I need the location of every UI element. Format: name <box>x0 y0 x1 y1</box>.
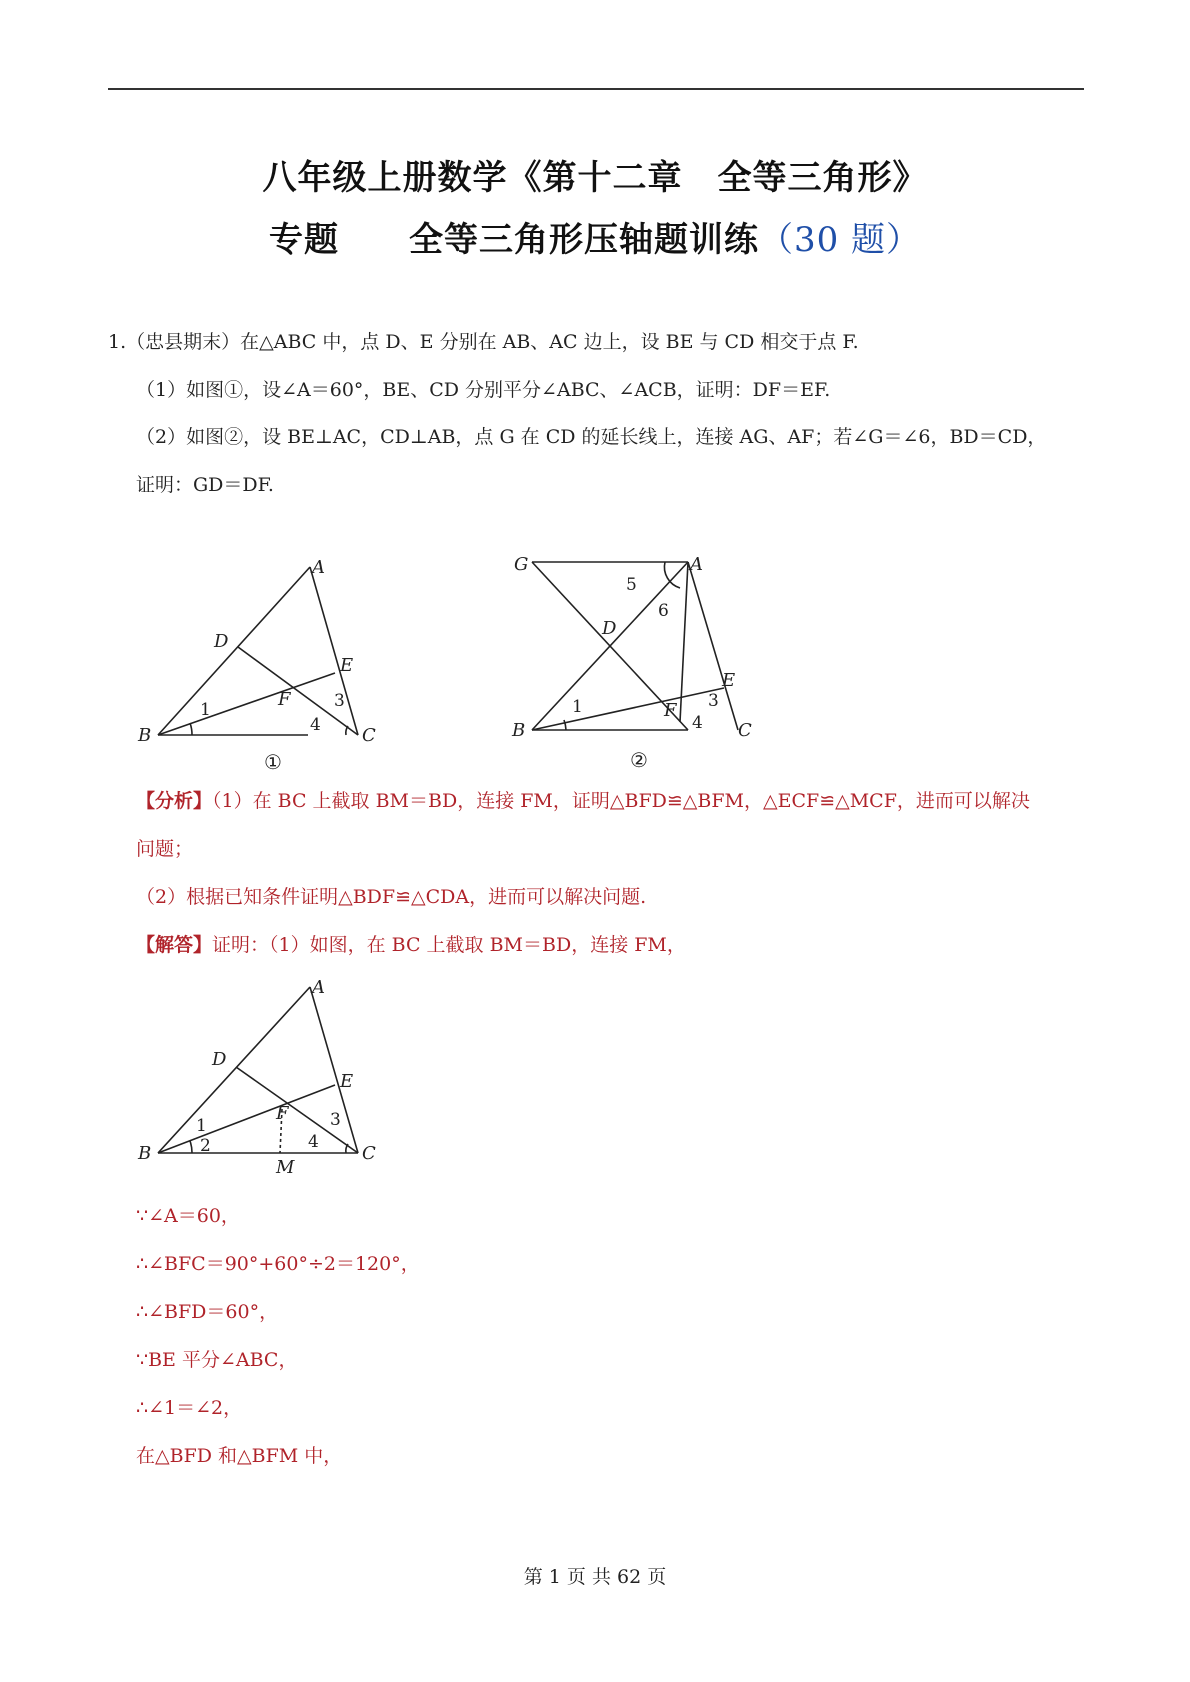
label-angle-2: 2 <box>200 1136 211 1156</box>
page-title: 八年级上册数学《第十二章 全等三角形》 <box>262 158 928 198</box>
answer-intro-text: 证明：（1）如图，在 BC 上截取 BM＝BD，连接 FM， <box>212 934 686 956</box>
label-angle-5: 5 <box>626 575 637 595</box>
answer-intro <box>136 932 686 958</box>
label-e: E <box>722 670 736 691</box>
segment-af <box>680 562 688 722</box>
label-m: M <box>276 1157 295 1178</box>
analysis-line1 <box>136 788 1030 814</box>
analysis-line3: （2）根据已知条件证明△BDF≌△CDA，进而可以解决问题. <box>136 886 647 908</box>
answer-step-6: 在△BFD 和△BFM 中， <box>136 1445 343 1467</box>
analysis-label: 【分析】 <box>136 790 213 812</box>
label-c: C <box>362 1143 376 1164</box>
arc-angle-1-2 <box>190 1141 192 1153</box>
answer-step-3: ∴∠BFD＝60°， <box>136 1301 279 1323</box>
label-e: E <box>340 1071 354 1092</box>
label-angle-3: 3 <box>708 691 719 711</box>
problem-number: 1. <box>108 331 127 353</box>
subtitle-main: 专题 全等三角形压轴题训练 <box>268 220 759 260</box>
label-angle-1: 1 <box>572 697 583 717</box>
label-c: C <box>738 720 752 741</box>
header-rule <box>108 88 1084 90</box>
label-f: F <box>664 700 677 721</box>
label-a: A <box>690 554 703 575</box>
problem-source: （忠县期末） <box>126 331 241 353</box>
label-d: D <box>212 1049 227 1070</box>
problem-stem <box>108 329 859 355</box>
analysis-line2: 问题； <box>136 838 194 860</box>
arc-angle-1 <box>564 720 566 730</box>
label-angle-6: 6 <box>658 601 669 621</box>
label-e: E <box>340 655 354 676</box>
figure-3 <box>130 975 400 1178</box>
label-a: A <box>312 557 325 578</box>
label-b: B <box>138 725 152 746</box>
label-angle-4: 4 <box>692 713 703 733</box>
answer-label: 【解答】 <box>136 934 213 956</box>
label-f: F <box>276 1103 289 1124</box>
answer-step-1: ∵∠A＝60， <box>136 1205 240 1227</box>
label-b: B <box>512 720 526 741</box>
label-g: G <box>514 554 529 575</box>
label-b: B <box>138 1143 152 1164</box>
label-angle-4: 4 <box>310 715 321 735</box>
page-subtitle <box>0 212 1190 261</box>
problem-part2-line1: （2）如图②，设 BE⊥AC，CD⊥AB，点 G 在 CD 的延长线上，连接 AG、AF；若∠G＝∠6，BD＝CD， <box>136 426 1047 448</box>
label-d: D <box>602 618 617 639</box>
answer-step-4: ∵BE 平分∠ABC， <box>136 1349 298 1371</box>
arc-angle-1 <box>190 723 192 735</box>
problem-part2-line2: 证明：GD＝DF. <box>136 474 274 496</box>
label-angle-3: 3 <box>334 691 345 711</box>
label-angle-3: 3 <box>330 1110 341 1130</box>
label-c: C <box>362 725 376 746</box>
segment-be <box>158 673 335 735</box>
label-a: A <box>312 977 325 998</box>
answer-step-5: ∴∠1＝∠2， <box>136 1397 243 1419</box>
label-angle-4: 4 <box>308 1132 319 1152</box>
figure-2-caption: ② <box>630 748 648 772</box>
label-f: F <box>278 689 291 710</box>
figure-1 <box>130 555 400 755</box>
question-count: （30 题） <box>758 220 922 260</box>
arc-angle-4 <box>346 726 348 735</box>
label-angle-1: 1 <box>196 1116 207 1136</box>
problem-stem-text: 在△ABC 中，点 D、E 分别在 AB、AC 边上，设 BE 与 CD 相交于点 F. <box>240 331 859 353</box>
problem-part1: （1）如图①，设∠A＝60°，BE、CD 分别平分∠ABC、∠ACB，证明：DF＝EF. <box>136 379 831 401</box>
page-footer: 第 1 页 共 62 页 <box>523 1566 667 1588</box>
segment-ba <box>158 987 310 1153</box>
figure-1-caption: ① <box>264 750 282 774</box>
label-d: D <box>214 631 229 652</box>
figure-2 <box>510 550 770 750</box>
label-angle-1: 1 <box>200 700 211 720</box>
answer-step-2: ∴∠BFC＝90°+60°÷2＝120°， <box>136 1253 420 1275</box>
analysis-text-1: （1）在 BC 上截取 BM＝BD，连接 FM，证明△BFD≌△BFM，△ECF≌△MCF，进而可以解决 <box>212 790 1030 812</box>
